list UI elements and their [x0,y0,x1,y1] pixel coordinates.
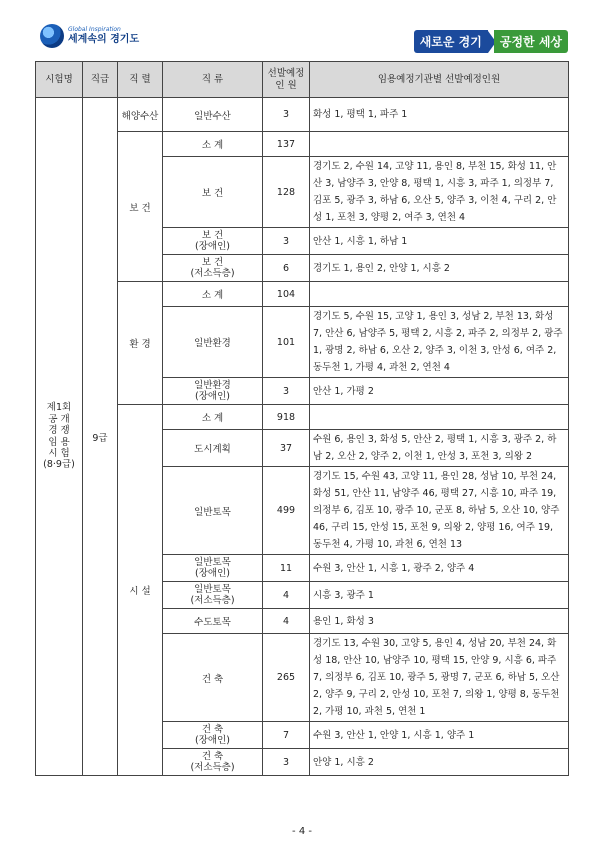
type-cell: 도시계획 [163,430,263,467]
distribution-cell: 경기도 13, 수원 30, 고양 5, 용인 4, 성남 20, 부천 24, 화성 18, 안산 10, 남양주 10, 평택 15, 안양 9, 시흥 6, 파주 7, 의정부 6, 김포 10, 광주 5, 광명 7, 군포 6, 하남 5, 오산 2, 양주 9, 구리 2, 안성 10, 포천 7, 의왕 1, 양평 8, 동두천 2, 가평 10, 과천 5, 연천 1 [310,634,569,722]
distribution-cell: 경기도 15, 수원 43, 고양 11, 용인 28, 성남 10, 부천 24, 화성 51, 안산 11, 남양주 46, 평택 27, 시흥 10, 파주 19, 의정부 6, 김포 10, 광주 10, 군포 8, 하남 5, 오산 10, 양주 46, 구리 15, 안성 15, 포천 9, 의왕 2, 양평 16, 여주 19, 동두천 4, 가평 10, 과천 6, 연천 13 [310,467,569,555]
count-cell: 11 [263,555,310,582]
page-header [0,0,604,58]
header-series: 직 렬 [118,62,163,98]
count-cell: 3 [263,98,310,132]
count-cell: 499 [263,467,310,555]
distribution-cell: 수원 3, 안산 1, 시흥 1, 광주 2, 양주 4 [310,555,569,582]
count-cell: 3 [263,228,310,255]
header-count: 선발예정 인 원 [263,62,310,98]
distribution-cell: 수원 6, 용인 3, 화성 5, 안산 2, 평택 1, 시흥 3, 광주 2, 하남 2, 오산 2, 양주 2, 이천 1, 안성 3, 포천 3, 의왕 2 [310,430,569,467]
table-row [36,98,569,132]
page-number: - 4 - [292,826,312,837]
slogan-fair-world: 공정한 세상 [494,30,568,53]
logo-subtitle: Global Inspiration [68,26,121,33]
count-cell: 265 [263,634,310,722]
type-cell: 일반토목 (장애인) [163,555,263,582]
type-cell: 보 건 (저소득층) [163,255,263,282]
header-exam-name: 시험명 [36,62,83,98]
type-cell: 일반수산 [163,98,263,132]
type-cell: 일반환경 [163,307,263,378]
type-cell: 일반환경 (장애인) [163,378,263,405]
type-cell: 건 축 [163,634,263,722]
exam-name-cell: 제1회 공 개 경 쟁 임 용 시 험 (8·9급) [36,98,83,776]
count-cell: 7 [263,722,310,749]
count-cell: 37 [263,430,310,467]
series-cell: 해양수산 [118,98,163,132]
distribution-cell [310,132,569,157]
grade-cell: 9급 [83,98,118,776]
distribution-cell: 경기도 5, 수원 15, 고양 1, 용인 3, 성남 2, 부천 13, 화성 7, 안산 6, 남양주 5, 평택 2, 시흥 2, 파주 2, 의정부 2, 광주 1, 광명 2, 하남 6, 오산 2, 양주 3, 이천 3, 안성 6, 여주 2, 동두천 1, 가평 4, 과천 2, 연천 4 [310,307,569,378]
distribution-cell: 수원 3, 안산 1, 안양 1, 시흥 1, 양주 1 [310,722,569,749]
count-cell: 101 [263,307,310,378]
subtotal-count: 137 [263,132,310,157]
distribution-cell: 경기도 2, 수원 14, 고양 11, 용인 8, 부천 15, 화성 11, 안산 3, 남양주 3, 안양 8, 평택 1, 시흥 3, 파주 1, 의정부 7, 김포 5, 광주 3, 하남 6, 오산 5, 양주 3, 이천 4, 구리 2, 안성 1, 포천 3, 양평 2, 여주 3, 연천 4 [310,157,569,228]
distribution-cell: 안산 1, 시흥 1, 하남 1 [310,228,569,255]
subtotal-label: 소 계 [163,405,263,430]
table-header-row [36,62,569,98]
distribution-cell: 안산 1, 가평 2 [310,378,569,405]
logo-title: 세계속의 경기도 [68,34,140,45]
distribution-cell [310,405,569,430]
series-cell: 시 설 [118,405,163,776]
header-grade: 직급 [83,62,118,98]
gyeonggi-logo [40,24,139,48]
distribution-cell: 용인 1, 화성 3 [310,609,569,634]
count-cell: 128 [263,157,310,228]
subtotal-label: 소 계 [163,282,263,307]
type-cell: 보 건 (장애인) [163,228,263,255]
type-cell: 건 축 (저소득층) [163,749,263,776]
distribution-cell: 안양 1, 시흥 2 [310,749,569,776]
recruitment-table [35,61,569,776]
count-cell: 4 [263,609,310,634]
distribution-cell: 화성 1, 평택 1, 파주 1 [310,98,569,132]
type-cell: 일반토목 (저소득층) [163,582,263,609]
header-type: 직 류 [163,62,263,98]
header-distribution: 임용예정기관별 선발예정인원 [310,62,569,98]
type-cell: 보 건 [163,157,263,228]
subtotal-label: 소 계 [163,132,263,157]
type-cell: 수도토목 [163,609,263,634]
distribution-cell: 시흥 3, 광주 1 [310,582,569,609]
subtotal-count: 104 [263,282,310,307]
count-cell: 6 [263,255,310,282]
globe-logo-icon [40,24,64,48]
subtotal-count: 918 [263,405,310,430]
distribution-cell [310,282,569,307]
distribution-cell: 경기도 1, 용인 2, 안양 1, 시흥 2 [310,255,569,282]
count-cell: 3 [263,749,310,776]
type-cell: 건 축 (장애인) [163,722,263,749]
count-cell: 4 [263,582,310,609]
slogan-banner [414,30,568,53]
slogan-new-gyeonggi: 새로운 경기 [414,30,488,53]
count-cell: 3 [263,378,310,405]
series-cell: 환 경 [118,282,163,405]
type-cell: 일반토목 [163,467,263,555]
series-cell: 보 건 [118,132,163,282]
